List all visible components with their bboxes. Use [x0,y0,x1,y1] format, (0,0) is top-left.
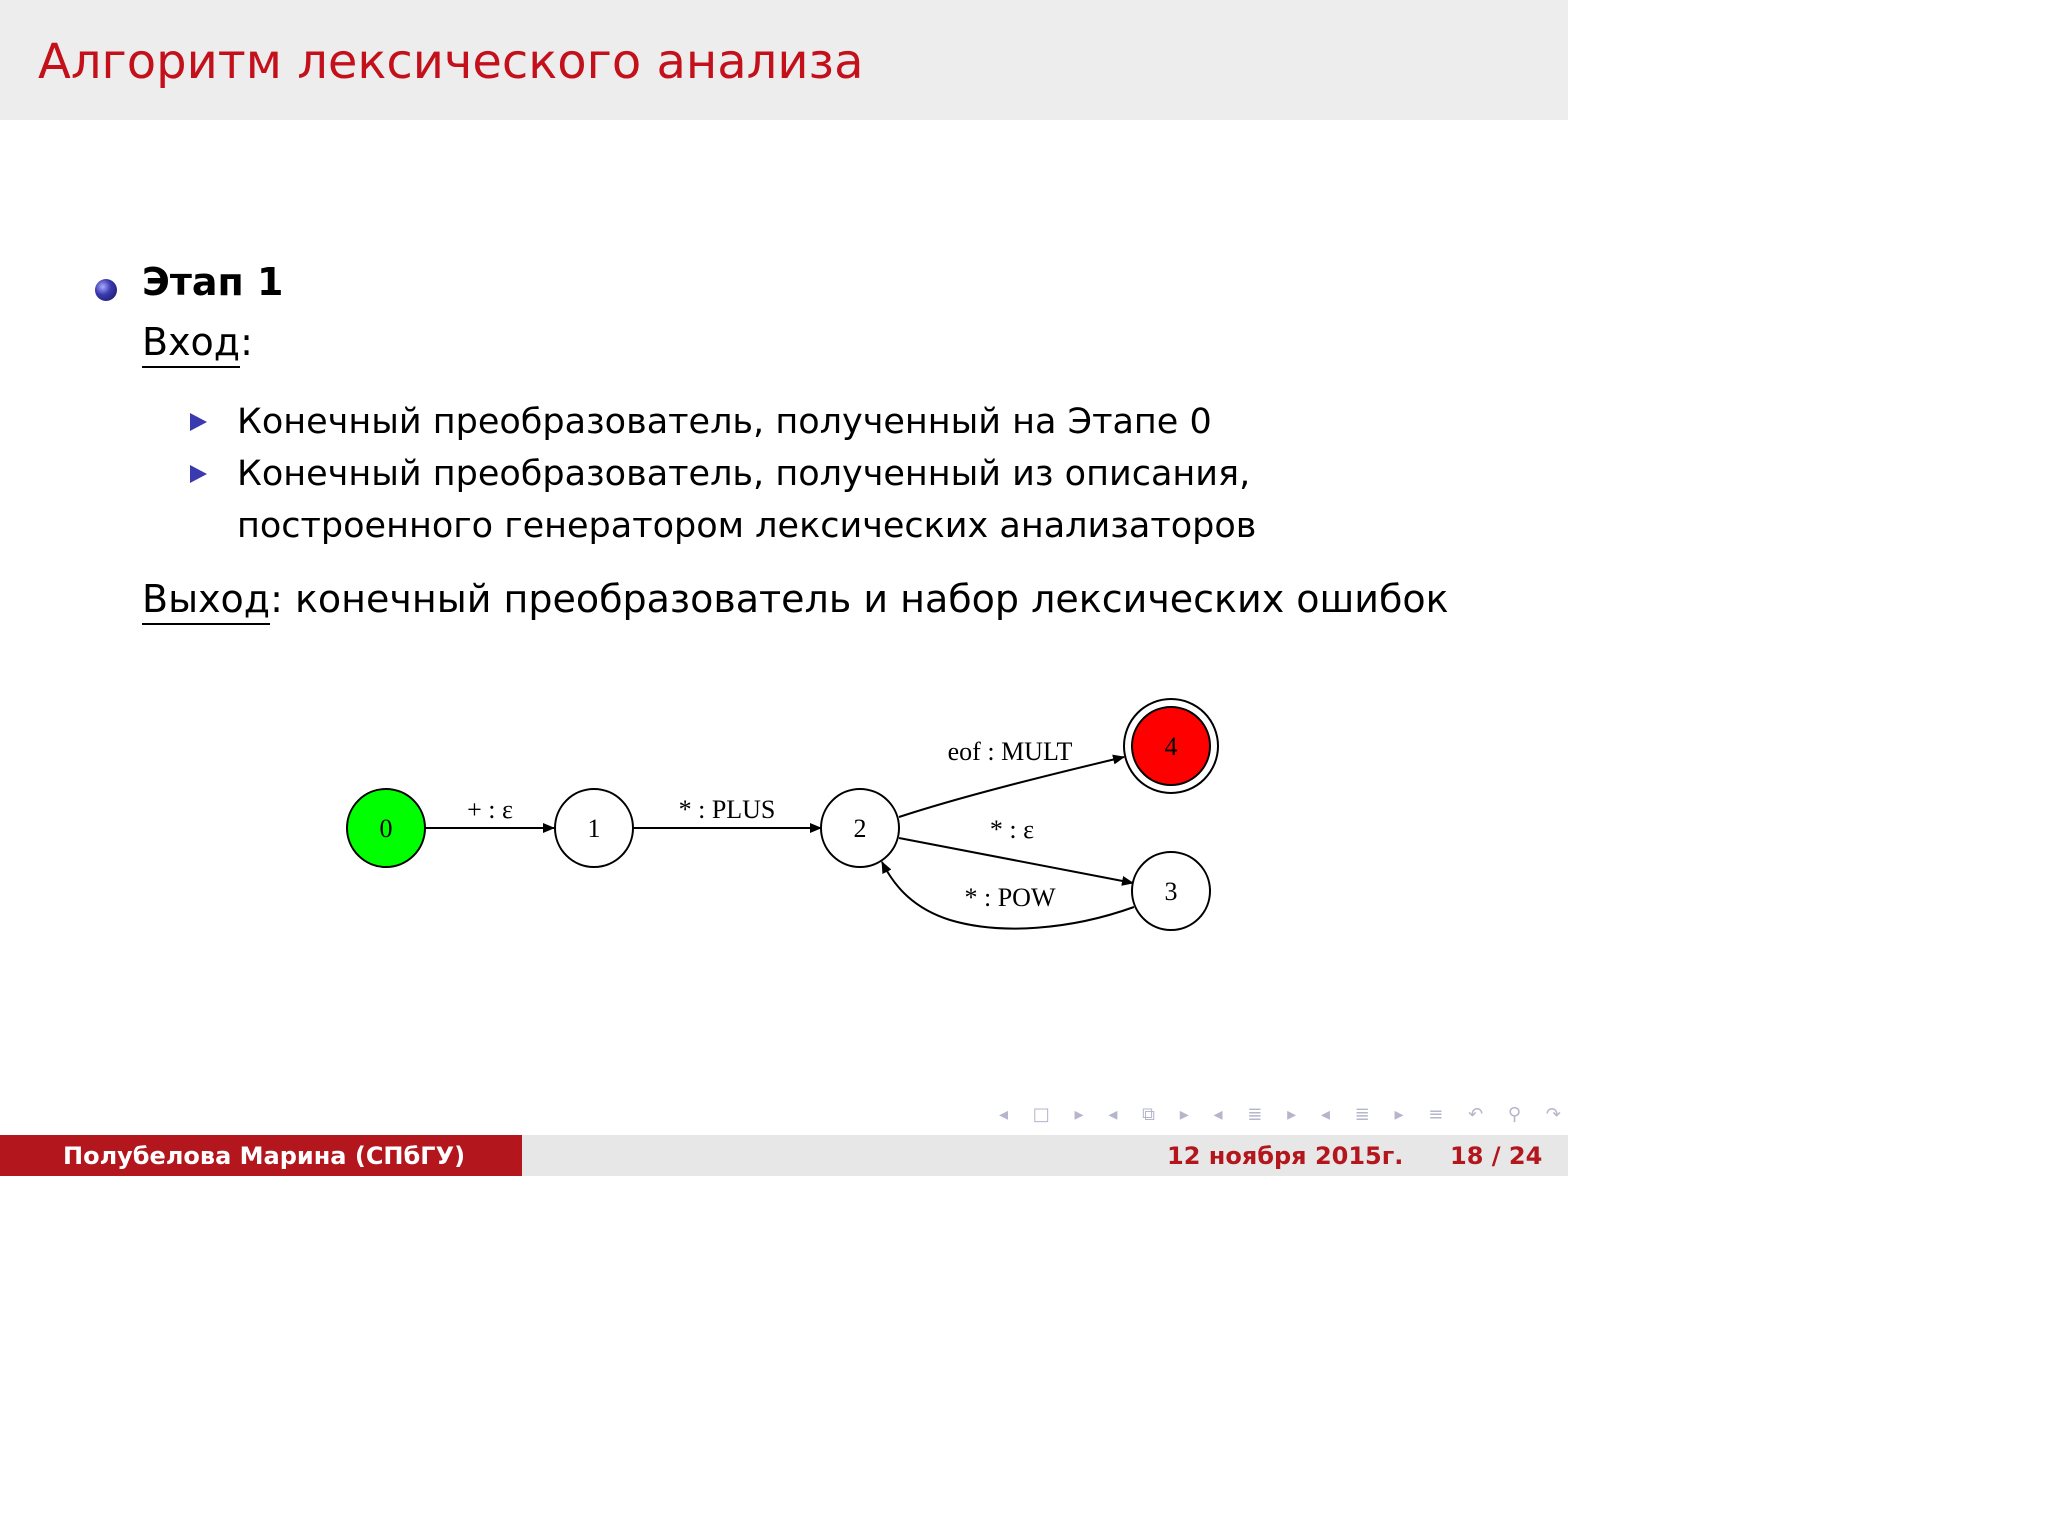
node-label: 3 [1164,877,1178,906]
arrow-left-icon[interactable]: ◂ [1320,1103,1330,1125]
edge-label: * : ε [989,815,1035,844]
edge-3-2 [882,862,1134,929]
edge-label: + : ε [467,795,513,824]
arrow-left-icon[interactable]: ◂ [1108,1103,1118,1125]
search-icon[interactable]: ⚲ [1507,1103,1522,1125]
undo-icon[interactable]: ↶ [1468,1103,1484,1125]
state-node-4 [1124,699,1218,793]
arrow-left-icon[interactable]: ◂ [1213,1103,1223,1125]
output-label: Выход [142,577,270,625]
footer-info-bar [522,1135,1568,1176]
arrow-left-icon[interactable]: ◂ [999,1103,1009,1125]
arrow-right-icon[interactable]: ▸ [1394,1103,1404,1125]
footer-page-number: 18 / 24 [1450,1142,1543,1170]
arrow-right-icon[interactable]: ▸ [1074,1103,1084,1125]
transducer-diagram [0,120,1568,1135]
edge-label: * : POW [964,883,1056,912]
toc-icon[interactable]: ≣ [1354,1103,1370,1125]
footer-author: Полубелова Марина (СПбГУ) [63,1142,466,1170]
output-text: : конечный преобразователь и набор лексических ошибок [270,577,1449,621]
state-node-1 [555,789,633,867]
footer-date: 12 ноября 2015г. [1167,1142,1404,1170]
node-label: 0 [379,814,393,843]
node-label: 1 [587,814,601,843]
slide-title: Алгоритм лексического анализа [38,34,864,90]
edge-2-3 [899,815,1133,883]
edge-1-2 [633,795,821,828]
subsection-icon[interactable]: ⧉ [1142,1103,1155,1125]
align-icon[interactable]: ≡ [1428,1103,1444,1125]
redo-icon[interactable]: ↷ [1545,1103,1561,1125]
list-item-text: Конечный преобразователь, полученный на Этапе 0 [237,402,1212,442]
node-label: 4 [1164,732,1178,761]
arrow-right-icon[interactable]: ▸ [1287,1103,1297,1125]
input-label-text: Вход [142,320,240,368]
edge-2-4 [899,737,1124,817]
list-item-text: Конечный преобразователь, полученный из описания, построенного генератором лексических анализаторов [237,454,1257,546]
title-bar [0,0,1568,120]
edge-label: eof : MULT [947,737,1073,766]
slide-content [0,120,1568,1135]
state-node-3 [1132,852,1210,930]
beamer-navigation[interactable] [995,1098,1565,1130]
node-label: 2 [853,814,867,843]
footer-author-bar [0,1135,522,1176]
arrow-right-icon[interactable]: ▸ [1179,1103,1189,1125]
section-icon[interactable]: ≣ [1247,1103,1263,1125]
frame-icon[interactable]: □ [1032,1103,1050,1125]
input-label-colon: : [240,320,253,364]
state-node-0 [347,789,425,867]
edge-0-1 [425,795,554,828]
edge-label: * : PLUS [678,795,776,824]
stage-heading: Этап 1 [142,260,284,304]
state-node-2 [821,789,899,867]
